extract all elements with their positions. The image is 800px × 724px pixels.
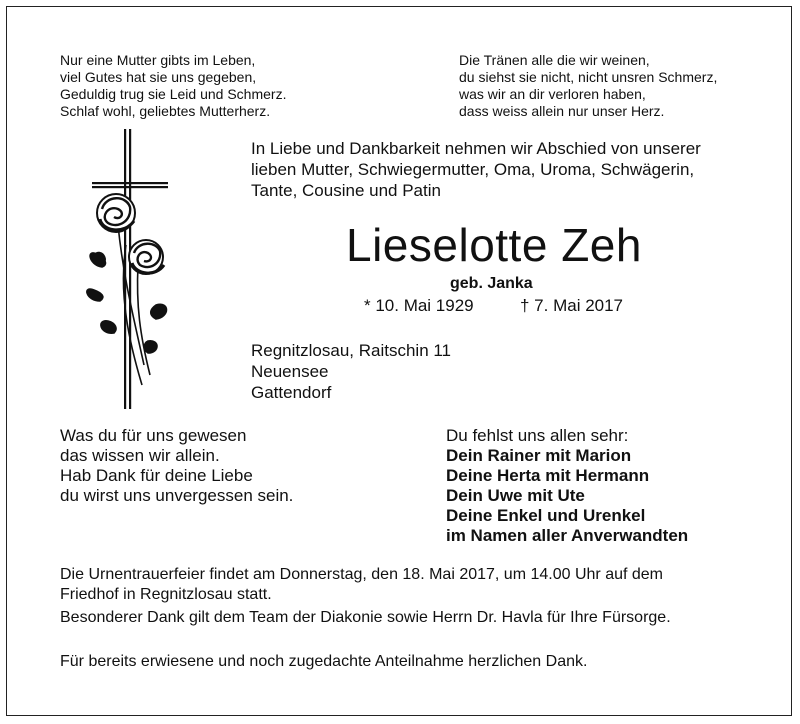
verse-line: du wirst uns unvergessen sein.	[60, 486, 294, 505]
mourner-name: Dein Uwe mit Ute	[446, 486, 585, 505]
poem-right	[459, 52, 717, 120]
intro-line: In Liebe und Dankbarkeit nehmen wir Abschied von unserer	[251, 139, 701, 158]
poem-left	[60, 52, 286, 120]
verse-left	[60, 426, 293, 506]
mourners	[446, 426, 688, 546]
general-thanks-line: Für bereits erwiesene und noch zugedachte Anteilnahme herzlichen Dank.	[60, 653, 588, 670]
poem-right-line: du siehst sie nicht, nicht unsren Schmerz,	[459, 69, 718, 85]
poem-right-line: was wir an dir verloren haben,	[459, 86, 646, 102]
intro-line: lieben Mutter, Schwiegermutter, Oma, Uroma, Schwägerin,	[251, 160, 695, 179]
ceremony-text	[60, 565, 663, 605]
poem-left-line: Geduldig trug sie Leid und Schmerz.	[60, 86, 287, 102]
verse-line: Hab Dank für deine Liebe	[60, 466, 253, 485]
poem-right-line: dass weiss allein nur unser Herz.	[459, 103, 665, 119]
ceremony-line: Friedhof in Regnitzlosau statt.	[60, 586, 272, 603]
death-date: † 7. Mai 2017	[520, 296, 624, 315]
place-line: Neuensee	[251, 362, 329, 381]
poem-right-line: Die Tränen alle die wir weinen,	[459, 52, 650, 68]
mourners-intro: Du fehlst uns allen sehr:	[446, 426, 629, 445]
places	[251, 340, 451, 403]
poem-left-line: Nur eine Mutter gibts im Leben,	[60, 52, 256, 68]
special-thanks	[60, 608, 671, 628]
place-line: Regnitzlosau, Raitschin 11	[251, 341, 452, 360]
general-thanks	[60, 652, 587, 672]
special-thanks-line: Besonderer Dank gilt dem Team der Diakonie sowie Herrn Dr. Havla für Ihre Fürsorge.	[60, 609, 671, 626]
maiden-name: geb. Janka	[450, 275, 533, 292]
mourner-name: Deine Herta mit Hermann	[446, 466, 650, 485]
cross-with-roses-icon	[78, 125, 188, 415]
poem-left-line: Schlaf wohl, geliebtes Mutterherz.	[60, 103, 271, 119]
deceased-name: Lieselotte Zeh	[346, 219, 642, 271]
mourner-name: Deine Enkel und Urenkel	[446, 506, 646, 525]
intro-text	[251, 138, 701, 201]
birth-date: * 10. Mai 1929	[364, 296, 474, 315]
ceremony-line: Die Urnentrauerfeier findet am Donnerstag, den 18. Mai 2017, um 14.00 Uhr auf dem	[60, 566, 663, 583]
place-line: Gattendorf	[251, 383, 332, 402]
intro-line: Tante, Cousine und Patin	[251, 181, 441, 200]
mourner-name: im Namen aller Anverwandten	[446, 526, 689, 545]
verse-line: Was du für uns gewesen	[60, 426, 247, 445]
verse-line: das wissen wir allein.	[60, 446, 220, 465]
mourner-name: Dein Rainer mit Marion	[446, 446, 632, 465]
poem-left-line: viel Gutes hat sie uns gegeben,	[60, 69, 257, 85]
